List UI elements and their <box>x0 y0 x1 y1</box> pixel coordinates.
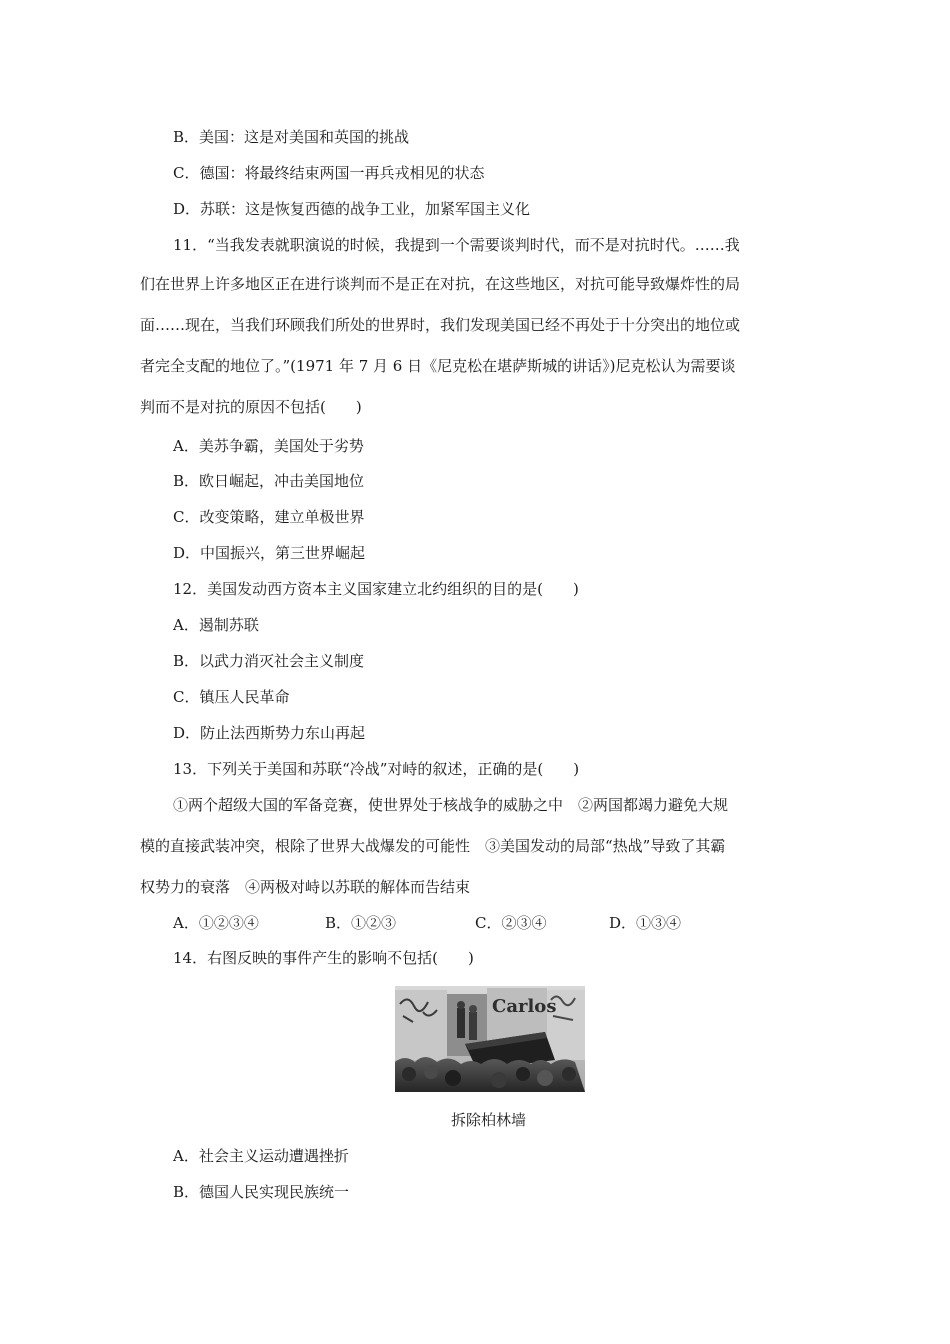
q13-option-d: D．①③④ <box>609 914 682 932</box>
q11-option-d: D．中国振兴，第三世界崛起 <box>173 544 366 562</box>
q11-option-b: B．欧日崛起，冲击美国地位 <box>173 472 365 490</box>
q12-option-c: C．镇压人民革命 <box>173 688 290 706</box>
q11-option-a: A．美苏争霸，美国处于劣势 <box>173 437 364 455</box>
q13-option-c: C．②③④ <box>475 914 547 932</box>
q13-option-b: B．①②③ <box>325 914 397 932</box>
q11-stem-line-2: 们在世界上许多地区正在进行谈判而不是正在对抗，在这些地区，对抗可能导致爆炸性的局 <box>140 275 741 293</box>
q12-option-b: B．以武力消灭社会主义制度 <box>173 652 365 670</box>
q13-statement-line-2: 模的直接武装冲突，根除了世界大战爆发的可能性 ③美国发动的局部“热战”导致了其霸 <box>140 837 726 855</box>
q13-stem: 13．下列关于美国和苏联“冷战”对峙的叙述，正确的是( ) <box>173 760 580 778</box>
q14-stem: 14．右图反映的事件产生的影响不包括( ) <box>173 949 474 967</box>
q13-options-row <box>173 913 733 933</box>
q10-option-b: B．美国：这是对美国和英国的挑战 <box>173 128 410 146</box>
q11-stem-line-5: 判而不是对抗的原因不包括( ) <box>140 398 362 416</box>
q12-option-d: D．防止法西斯势力东山再起 <box>173 724 366 742</box>
q11-stem-line-4: 者完全支配的地位了。”(1971 年 7 月 6 日《尼克松在堪萨斯城的讲话》)尼克松认为需要谈 <box>140 357 736 375</box>
figure-caption: 拆除柏林墙 <box>451 1111 527 1129</box>
q13-statement-line-3: 权势力的衰落 ④两极对峙以苏联的解体而告结束 <box>140 878 471 896</box>
q10-option-c: C．德国：将最终结束两国一再兵戎相见的状态 <box>173 164 485 182</box>
wall-graffiti-text: Carlos <box>492 996 557 1017</box>
q11-stem-line-3: 面……现在，当我们环顾我们所处的世界时，我们发现美国已经不再处于十分突出的地位或 <box>140 316 741 334</box>
q11-stem-line-1: 11．“当我发表就职演说的时候，我提到一个需要谈判时代，而不是对抗时代。……我 <box>173 236 740 254</box>
q13-option-a: A．①②③④ <box>173 914 259 932</box>
berlin-wall-photo <box>395 986 585 1092</box>
q14-option-a: A．社会主义运动遭遇挫折 <box>173 1147 349 1165</box>
q12-option-a: A．遏制苏联 <box>173 616 259 634</box>
q11-option-c: C．改变策略，建立单极世界 <box>173 508 365 526</box>
q14-option-b: B．德国人民实现民族统一 <box>173 1183 350 1201</box>
q10-option-d: D．苏联：这是恢复西德的战争工业，加紧军国主义化 <box>173 200 531 218</box>
q12-stem: 12．美国发动西方资本主义国家建立北约组织的目的是( ) <box>173 580 579 598</box>
q13-statement-line-1: ①两个超级大国的军备竞赛，使世界处于核战争的威胁之中 ②两国都竭力避免大规 <box>173 796 729 814</box>
